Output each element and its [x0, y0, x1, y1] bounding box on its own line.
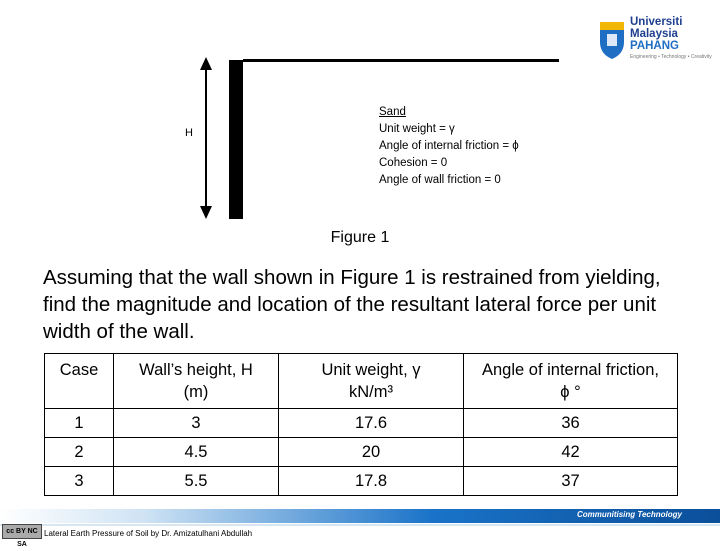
cell-height: 5.5 — [114, 467, 279, 496]
cell-case: 2 — [45, 438, 114, 467]
cell-unit-weight: 20 — [279, 438, 464, 467]
cell-height: 3 — [114, 409, 279, 438]
case-table — [44, 353, 678, 496]
table-row — [45, 467, 678, 496]
soil-unit-weight: Unit weight = γ — [379, 123, 455, 135]
footer-divider — [0, 524, 720, 526]
question-text: Assuming that the wall shown in Figure 1 is restrained from yielding, find the magnitude and location of the resultant lateral force per unit width of the wall. — [43, 266, 661, 343]
table-header-row — [45, 354, 678, 409]
soil-friction: Angle of internal friction = ϕ — [379, 140, 519, 152]
cell-case: 1 — [45, 409, 114, 438]
cell-case: 3 — [45, 467, 114, 496]
soil-properties — [379, 104, 519, 189]
wall — [229, 60, 243, 219]
cell-unit-weight: 17.6 — [279, 409, 464, 438]
footer-credit: Lateral Earth Pressure of Soil by Dr. Amizatulhani Abdullah — [44, 529, 253, 538]
cell-unit-weight: 17.8 — [279, 467, 464, 496]
logo-line-3: PAHANG — [630, 40, 679, 52]
header-height: Wall’s height, H (m) — [114, 354, 279, 409]
cell-height: 4.5 — [114, 438, 279, 467]
height-label: H — [185, 127, 193, 139]
soil-title: Sand — [379, 106, 406, 118]
table-row — [45, 438, 678, 467]
height-arrow-bottom — [200, 206, 212, 219]
footer-bar — [0, 509, 720, 523]
cell-friction: 42 — [464, 438, 678, 467]
footer-tagline: Communitising Technology — [576, 510, 682, 519]
table-row — [45, 409, 678, 438]
creative-commons-badge[interactable]: cc BY NC SA — [2, 524, 42, 539]
logo-line-2: Malaysia — [630, 28, 678, 40]
logo-tagline: Engineering • Technology • Creativity — [630, 54, 712, 60]
cell-friction: 36 — [464, 409, 678, 438]
figure-caption: Figure 1 — [330, 229, 390, 246]
header-case: Case — [45, 354, 114, 409]
logo-line-1: Universiti — [630, 16, 683, 28]
cell-friction: 37 — [464, 467, 678, 496]
soil-cohesion: Cohesion = 0 — [379, 157, 448, 169]
retaining-wall-diagram — [0, 0, 720, 230]
height-arrow-top — [200, 57, 212, 70]
header-unit-weight: Unit weight, γ kN/m³ — [279, 354, 464, 409]
header-friction: Angle of internal friction, ϕ ° — [464, 354, 678, 409]
soil-wall-friction: Angle of wall friction = 0 — [379, 174, 501, 186]
